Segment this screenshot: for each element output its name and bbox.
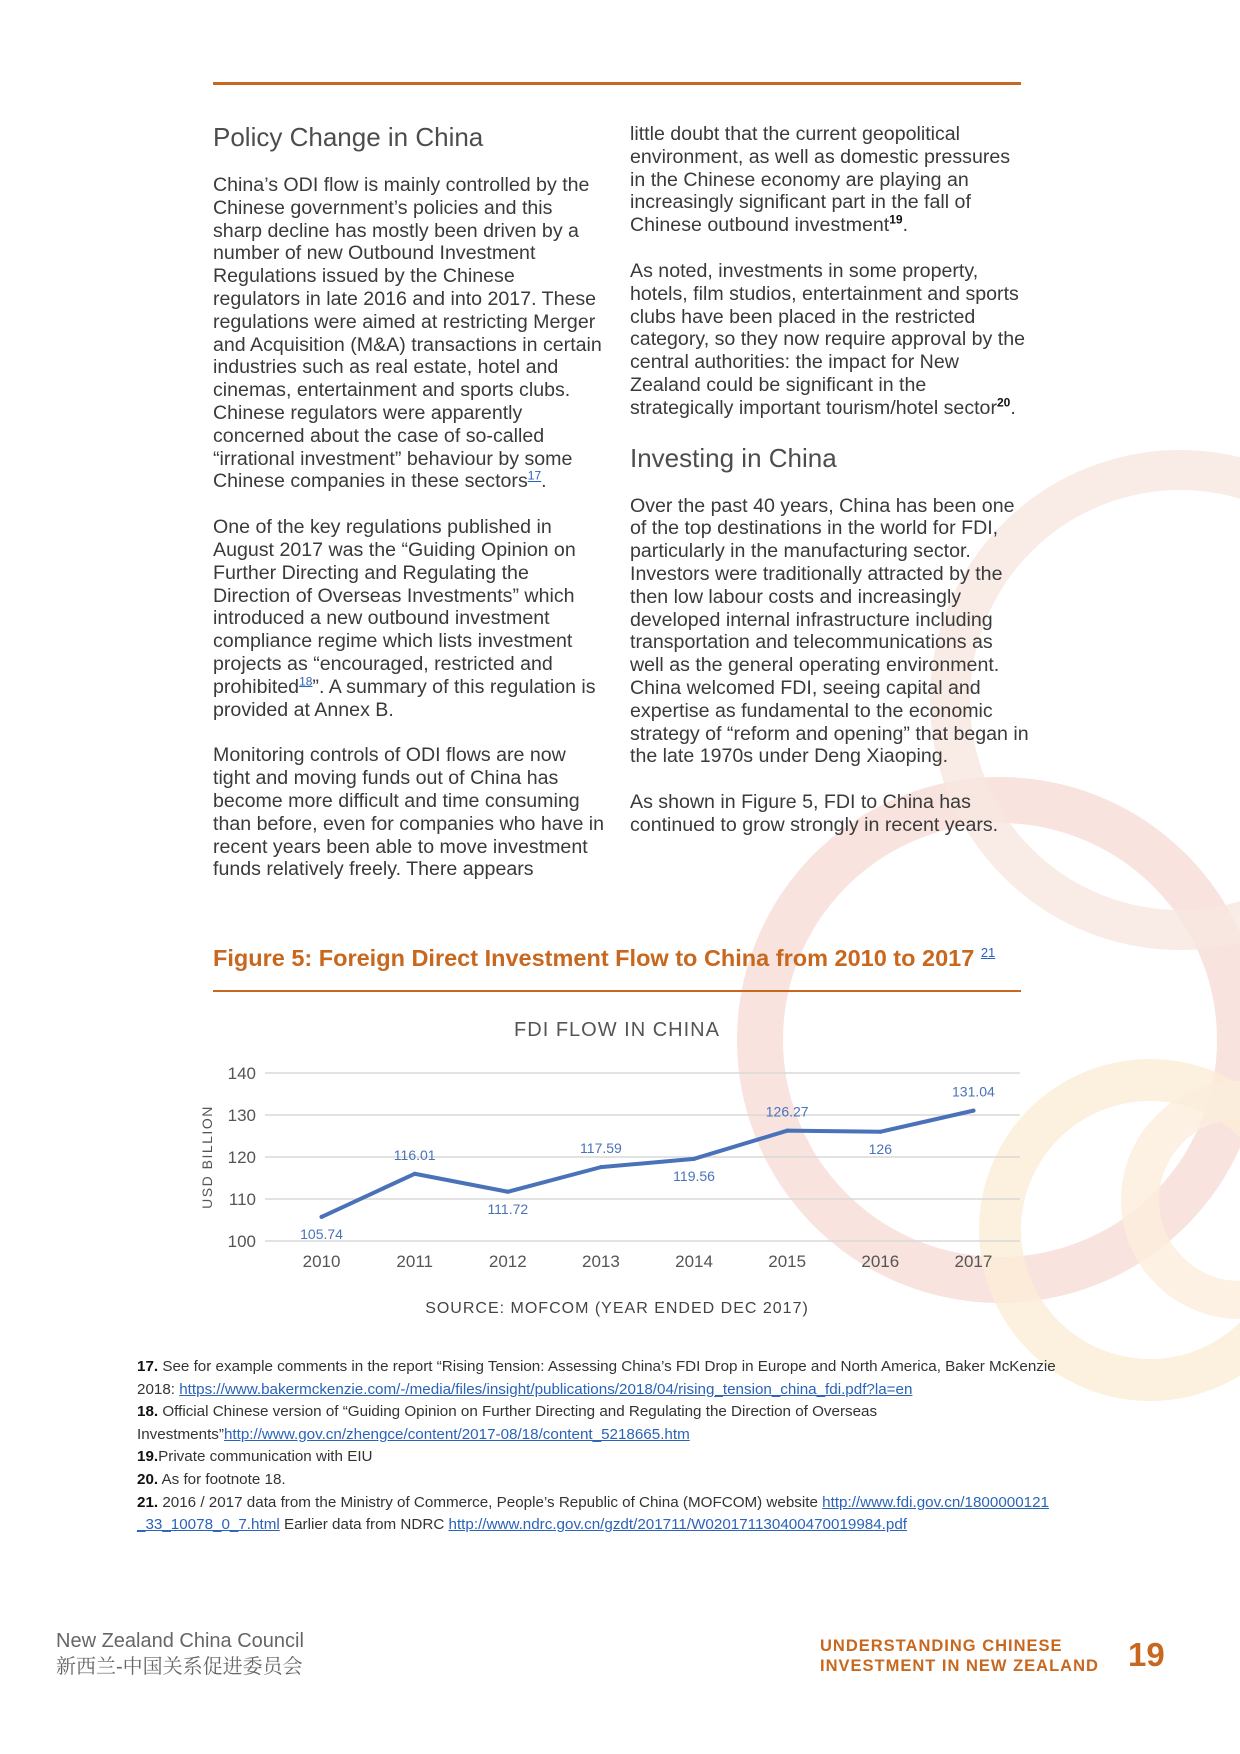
section-heading-policy: Policy Change in China: [213, 122, 484, 152]
x-tick-label: 2011: [396, 1252, 433, 1271]
data-point: [785, 1129, 789, 1133]
data-label: 116.01: [393, 1146, 436, 1163]
x-tick-label: 2013: [582, 1252, 620, 1271]
y-tick-label: 130: [227, 1106, 256, 1125]
y-tick-label: 140: [227, 1064, 256, 1083]
figure-title: Figure 5: Foreign Direct Investment Flow to China from 2010 to 2017 $^{21}$: [213, 945, 996, 971]
org-name-en: New Zealand China Council: [56, 1630, 304, 1652]
data-label: 117.59: [580, 1140, 622, 1157]
data-point: [599, 1165, 603, 1169]
data-point: [413, 1172, 417, 1176]
y-tick-label: 100: [227, 1232, 256, 1251]
paragraph: One of the key regulations published in August 2017 was the “Guiding Opinion on Further Directing and Regulating the Direction of Overseas Investments” which introduced a new outbound investment compliance regime which lists investment projects as “encouraged, restricted and prohibited$^{18}$”. A summary of this regulation is provided at Annex B.: [213, 516, 596, 721]
paragraph: As noted, investments in some property, hotels, film studios, entertainment and sports clubs have been placed in the restricted category, so they now require approval by the central authorities: the impact for New Zealand could be significant in the strategically important tourism/hotel sector$^{20}$.: [630, 259, 1026, 419]
x-tick-label: 2014: [675, 1252, 713, 1271]
footer-doc-title: UNDERSTANDING CHINESE INVESTMENT IN NEW ZEALAND: [820, 1637, 1099, 1675]
x-tick-label: 2017: [954, 1252, 993, 1271]
data-point: [320, 1215, 324, 1219]
data-label: 111.72: [487, 1200, 529, 1217]
y-axis-label: USD BILLION: [199, 1105, 215, 1209]
paragraph: Over the past 40 years, China has been one of the top destinations in the world for FDI, particularly in the manufacturing sector. Investors were traditionally attracted by the then low labour costs and increasingly developed internal infrastructure including transportation and telecommunications as well as the general operating environment. China welcomed FDI, seeing capital and expertise as fundamental to the economic strategy of “reform and opening” that began in the late 1970s under Deng Xiaoping.: [630, 494, 1029, 768]
chart-source: SOURCE: MOFCOM (YEAR ENDED DEC 2017): [425, 1300, 809, 1317]
page-number: 19: [1128, 1636, 1165, 1673]
footnote-17: 17. See for example comments in the report “Rising Tension: Assessing China’s FDI Drop in Europe and North America, Baker McKenzie 2018: https://www.bakermckenzie.com/-/media/files/insight/publications/2018/04/rising_tension_china_fdi.pdf?la=en: [137, 1358, 1056, 1398]
data-point: [878, 1130, 882, 1134]
footnote-18: 18. Official Chinese version of “Guiding Opinion on Further Directing and Regulating the Direction of Overseas Investments”http://www.gov.cn/zhengce/content/2017-08/18/content_5218665.htm: [137, 1403, 878, 1443]
data-point: [506, 1190, 510, 1194]
y-tick-label: 110: [228, 1190, 256, 1209]
data-label: 126.27: [765, 1103, 809, 1120]
footnote-21-link-ndrc[interactable]: http://www.ndrc.gov.cn/gzdt/201711/W020171130400470019984.pdf: [448, 1516, 908, 1534]
footnote-ref-19: 19: [889, 212, 903, 227]
footnote-ref-20: 20: [996, 395, 1011, 410]
top-rule: [213, 82, 1021, 85]
data-label: 131.04: [952, 1083, 995, 1100]
org-name-cn: 新西兰-中国关系促进委员会: [56, 1656, 303, 1678]
right-column: [630, 123, 1030, 860]
paragraph: Monitoring controls of ODI flows are now tight and moving funds out of China has become more difficult and time consuming than before, even for companies who have in recent years been able to move investment funds relatively freely. There appears: [213, 744, 605, 881]
data-point: [692, 1157, 696, 1161]
x-tick-label: 2016: [861, 1252, 900, 1271]
data-label: 126: [868, 1140, 892, 1157]
y-tick-label: 120: [227, 1148, 256, 1167]
data-point: [971, 1109, 975, 1113]
data-label: 119.56: [673, 1167, 715, 1184]
paragraph: little doubt that the current geopolitical environment, as well as domestic pressures in the Chinese economy are playing an increasingly significant part in the fall of Chinese outbound investment$^{19}$.: [630, 123, 1011, 237]
footer-org: [56, 1628, 304, 1680]
footnote-20: 20. As for footnote 18.: [137, 1470, 286, 1488]
footnote-21-link-mofcom[interactable]: http://www.fdi.gov.cn/1800000121_33_10078_0_7.html: [137, 1493, 1049, 1534]
paragraph: China’s ODI flow is mainly controlled by the Chinese government’s policies and this sharp decline has mostly been driven by a number of new Outbound Investment Regulations issued by the Chinese regulators in late 2016 and into 2017. These regulations were aimed at restricting Merger and Acquisition (M&A) transactions in certain industries such as real estate, hotel and cinemas, entertainment and sports clubs. Chinese regulators were apparently concerned about the case of so-called “irrational investment” behaviour by some Chinese companies in these sectors$^{17}$.: [213, 174, 602, 493]
figure-rule: [213, 990, 1021, 992]
paragraph: As shown in Figure 5, FDI to China has continued to grow strongly in recent years.: [630, 791, 999, 836]
footnote-21: 21. 2016 / 2017 data from the Ministry of Commerce, People’s Republic of China (MOFCOM) website http://www.fdi.gov.cn/1800000121_33_10078_0_7.html Earlier data from NDRC http://www.ndrc.gov.cn/gzdt/201711/W020171130400470019984.pdf: [137, 1493, 1049, 1534]
x-tick-label: 2010: [302, 1252, 341, 1271]
x-tick-label: 2012: [488, 1252, 527, 1271]
footnote-17-link[interactable]: https://www.bakermckenzie.com/-/media/files/insight/publications/2018/04/rising_tension_china_fdi.pdf?la=en: [179, 1380, 913, 1398]
data-label: 105.74: [300, 1225, 343, 1242]
left-column: [213, 122, 605, 904]
x-tick-label: 2015: [768, 1252, 807, 1271]
chart-title: FDI FLOW IN CHINA: [514, 1019, 720, 1041]
footnote-19: 19.Private communication with EIU: [137, 1448, 373, 1466]
footnote-ref-17[interactable]: 17: [527, 468, 542, 483]
section-heading-investing: Investing in China: [630, 442, 837, 473]
series-line: [322, 1111, 974, 1217]
footnote-ref-21[interactable]: 21: [980, 945, 996, 961]
footnotes: [137, 1356, 1057, 1537]
footnote-ref-18[interactable]: 18: [299, 674, 313, 689]
fdi-line-chart: [190, 1005, 1050, 1325]
footnote-18-link[interactable]: http://www.gov.cn/zhengce/content/2017-08/18/content_5218665.htm: [223, 1425, 690, 1443]
